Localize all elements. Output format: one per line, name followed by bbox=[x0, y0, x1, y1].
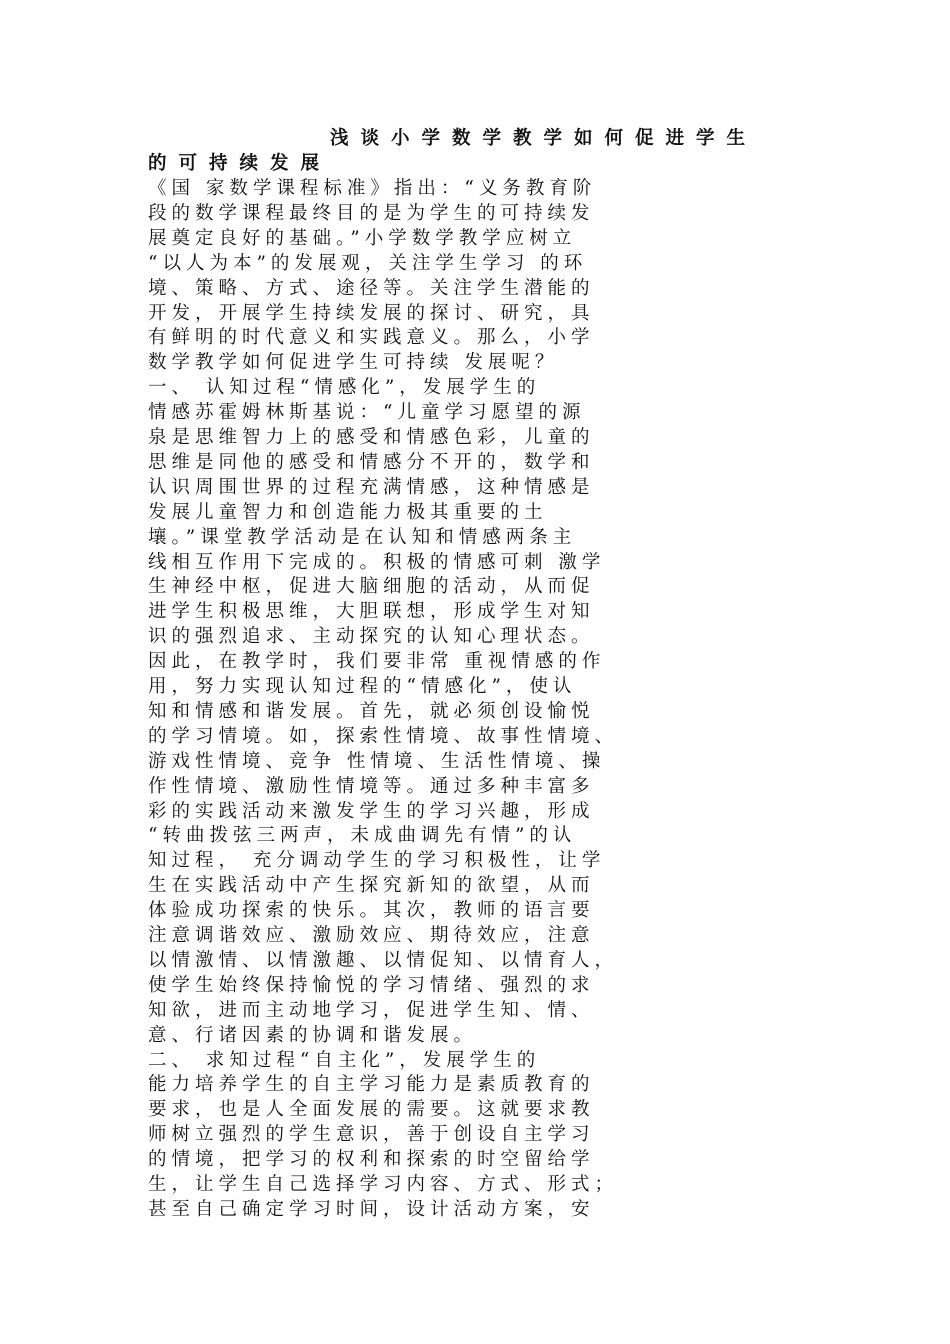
body-line: 彩的实践活动来激发学生的学习兴趣，形成 bbox=[148, 800, 595, 822]
body-line: 生，让学生自己选择学习内容、方式、形式； bbox=[148, 1174, 619, 1195]
body-line: 识的强烈追求、主动探究的认知心理状态。 bbox=[148, 626, 595, 648]
body-line: 壤。”课堂教学活动是在认知和情感两条主 bbox=[148, 526, 577, 548]
body-line: 使学生始终保持愉悦的学习情绪、强烈的求 bbox=[148, 974, 595, 996]
body-line: 甚至自己确定学习时间，设计活动方案，安 bbox=[148, 1198, 595, 1220]
body-line: 以情激情、以情激趣、以情促知、以情育人， bbox=[148, 949, 619, 971]
body-line: 知过程， 充分调动学生的学习积极性，让学 bbox=[148, 850, 606, 872]
body-line: 《国 家数学课程标准》指出：“义务教育阶 bbox=[148, 178, 597, 199]
body-line: 认识周围世界的过程充满情感，这种情感是 bbox=[148, 476, 595, 498]
body-line: 因此，在教学时，我们要非常 重视情感的作 bbox=[148, 651, 606, 673]
body-line: 用，努力实现认知过程的“情感化”，使认 bbox=[148, 676, 577, 697]
body-line: 二、 求知过程“自主化”，发展学生的 bbox=[148, 1049, 541, 1071]
body-line: 有鲜明的时代意义和实践意义。那么，小学 bbox=[148, 327, 595, 349]
body-line: 展奠定良好的基础。”小学数学教学应树立 bbox=[148, 227, 577, 249]
body-line: 生在实践活动中产生探究新知的欲望，从而 bbox=[148, 875, 595, 897]
body-line: “转曲拨弦三两声，未成曲调先有情”的认 bbox=[148, 825, 577, 847]
body-line: 生神经中枢，促进大脑细胞的活动，从而促 bbox=[148, 576, 595, 598]
body-line: 进学生积极思维，大胆联想，形成学生对知 bbox=[148, 601, 595, 623]
body-line: 游戏性情境、竞争 性情境、生活性情境、操 bbox=[148, 750, 606, 772]
body-line: 知和情感和谐发展。首先，就必须创设愉悦 bbox=[148, 700, 595, 722]
body-line: 段的数学课程最终目的是为学生的可持续发 bbox=[148, 202, 595, 224]
body-line: 泉是思维智力上的感受和情感色彩，儿童的 bbox=[148, 427, 595, 448]
body-line: 师树立强烈的学生意识，善于创设自主学习 bbox=[148, 1124, 595, 1146]
body-line: 注意调谐效应、激励效应、期待效应，注意 bbox=[148, 925, 595, 946]
body-line: 作性情境、激励性情境等。通过多种丰富多 bbox=[148, 775, 595, 797]
title-line-2: 的可持续发展 bbox=[148, 153, 332, 174]
body-line: 数学教学如何促进学生可持续 发展呢？ bbox=[148, 352, 559, 374]
body-line: 的情境，把学习的权利和探索的时空留给学 bbox=[148, 1149, 595, 1171]
body-line: 意、行诸因素的协调和谐发展。 bbox=[148, 1024, 478, 1046]
body-line: 知欲，进而主动地学习，促进学生知、情、 bbox=[148, 999, 595, 1021]
title-line-1: 浅谈小学数学教学如何促进学生 bbox=[330, 128, 758, 149]
body-line: 一、 认知过程“情感化”，发展学生的 bbox=[148, 377, 541, 399]
body-line: 情感苏霍姆林斯基说：“儿童学习愿望的源 bbox=[148, 402, 586, 424]
body-line: 发展儿童智力和创造能力极其重要的土 bbox=[148, 501, 548, 523]
body-line: 体验成功探索的快乐。其次，教师的语言要 bbox=[148, 900, 595, 922]
body-line: 开发，开展学生持续发展的探讨、研究，具 bbox=[148, 302, 595, 324]
body-line: 的学习情境。如，探索性情境、故事性情境、 bbox=[148, 725, 619, 747]
body-line: “以人为本”的发展观，关注学生学习 的环 bbox=[148, 252, 588, 274]
body-line: 能力培养学生的自主学习能力是素质教育的 bbox=[148, 1074, 595, 1096]
body-line: 境、策略、方式、途径等。关注学生潜能的 bbox=[148, 277, 595, 299]
body-line: 线相互作用下完成的。积极的情感可刺 激学 bbox=[148, 551, 606, 573]
body-line: 要求，也是人全面发展的需要。这就要求教 bbox=[148, 1099, 595, 1121]
body-line: 思维是同他的感受和情感分不开的，数学和 bbox=[148, 451, 595, 473]
